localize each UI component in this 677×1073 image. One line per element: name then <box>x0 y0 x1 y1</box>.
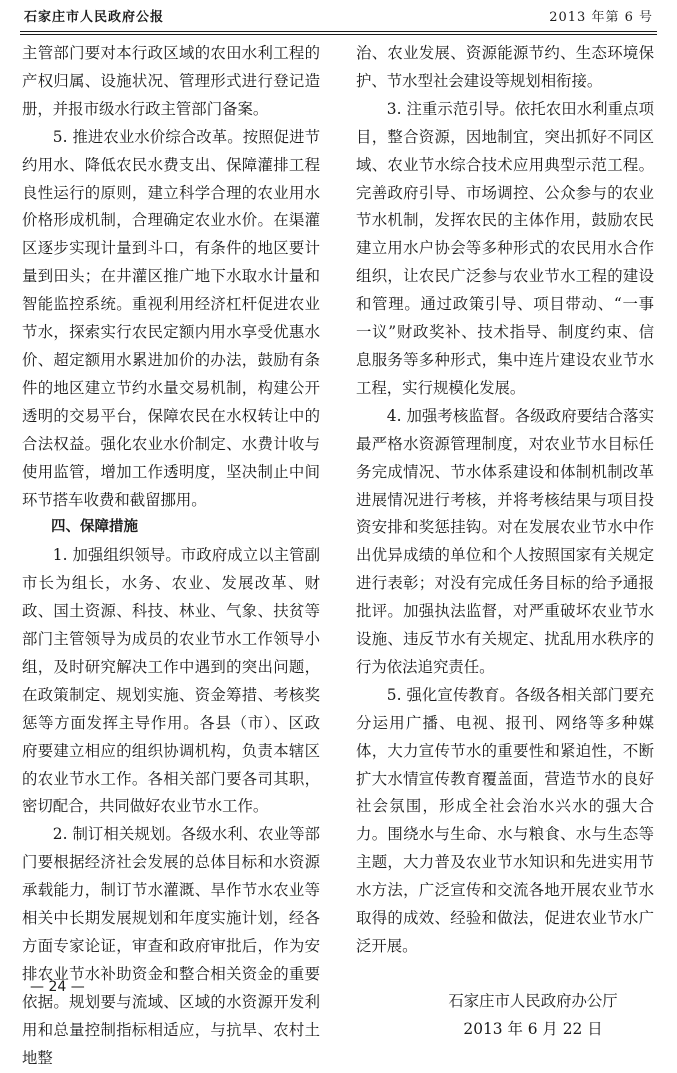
paragraph-assessment-supervision: 4. 加强考核监督。各级政府要结合落实最严格水资源管理制度，对农业节水目标任务完成情况、节水体系建设和体制机制改革进展情况进行考核，并将考核结果与项目投资安排和奖惩挂钩。对在发展农业节水中作出优异成绩的单位和个人按照国家有关规定进行表彰；对没有完成任务目标的给予通报批评。加强执法监督，对严重破坏农业节水设施、违反节水有关规定、扰乱用水秩序的行为依法追究责任。 <box>356 406 654 676</box>
page-number: — 24 — <box>30 979 85 995</box>
paragraph-continuation: 主管部门要对本行政区域的农田水利工程的产权归属、设施状况、管理形式进行登记造册，并报市级水行政主管部门备案。 <box>22 44 320 118</box>
signature-organization: 石家庄市人民政府办公厅 <box>448 991 618 1010</box>
paragraph-planning: 2. 制订相关规划。各级水利、农业等部门要根据经济社会发展的总体目标和水资源承载能力，制订节水灌溉、旱作节水农业等相关中长期发展规划和年度实施计划，经各方面专家论证，审查和政府审批后，作为安排农业节水补助资金和整合相关资金的重要依据。规划要与流域、区域的水资源开发利用和总量控制指标相适应，与抗旱、农村土地整 <box>22 825 320 1067</box>
left-column <box>22 40 320 1073</box>
signature-date: 2013 年 6 月 22 日 <box>463 1019 603 1038</box>
paragraph-organization-leadership: 1. 加强组织领导。市政府成立以主管副市长为组长，水务、农业、发展改革、财政、国土资源、科技、林业、气象、扶贫等部门主管领导为成员的农业节水工作领导小组，及时研究解决工作中遇到的突出问题，在政策制定、规划实施、资金筹措、考核奖惩等方面发挥主导作用。各县（市）、区政府要建立相应的组织协调机构，负责本辖区的农业节水工作。各相关部门要各司其职，密切配合，共同做好农业节水工作。 <box>22 546 320 816</box>
paragraph-demonstration: 3. 注重示范引导。依托农田水利重点项目，整合资源，因地制宜，突出抓好不同区域、农业节水综合技术应用典型示范工程。完善政府引导、市场调控、公众参与的农业节水机制，发挥农民的主体作用，鼓励农民建立用水户协会等多种形式的农民用水合作组织，让农民广泛参与农业节水工程的建设和管理。通过政策引导、项目带动、“一事一议”财政奖补、技术指导、制度约束、信息服务等多种形式，集中连片建设农业节水工程，实行规模化发展。 <box>356 99 654 397</box>
signature-block <box>356 987 654 1043</box>
right-column <box>356 40 654 1043</box>
paragraph-planning-continuation: 治、农业发展、资源能源节约、生态环境保护、节水型社会建设等规划相衔接。 <box>356 44 654 90</box>
paragraph-publicity-education: 5. 强化宣传教育。各级各相关部门要充分运用广播、电视、报刊、网络等多种媒体，大力宣传节水的重要性和紧迫性，不断扩大水情宣传教育覆盖面，营造节水的良好社会氛围，形成全社会治水兴水的强大合力。围绕水与生命、水与粮食、水与生态等主题，大力普及农业节水知识和先进实用节水方法，广泛宣传和交流各地开展农业节水取得的成效、经验和做法，促进农业节水广泛开展。 <box>356 685 654 955</box>
page-header <box>20 6 657 30</box>
issue-number: 2013 年第 6 号 <box>549 10 653 25</box>
publication-title: 石家庄市人民政府公报 <box>24 10 165 25</box>
header-rule-bottom <box>20 34 657 35</box>
paragraph-water-price-reform: 5. 推进农业水价综合改革。按照促进节约用水、降低农民水费支出、保障灌排工程良性运行的原则，建立科学合理的农业用水价格形成机制，合理确定农业水价。在渠灌区逐步实现计量到斗口，有条件的地区要计量到田头；在井灌区推广地下水取水计量和智能监控系统。重视利用经济杠杆促进农业节水，探索实行农民定额内用水享受优惠水价、超定额用水累进加价的办法，鼓励有条件的地区建立节约水量交易机制，构建公开透明的交易平台，保障农民在水权转让中的合法权益。强化农业水价制定、水费计收与使用监管，增加工作透明度，坚决制止中间环节搭车收费和截留挪用。 <box>22 127 320 509</box>
section-heading-safeguards: 四、保障措施 <box>51 519 138 536</box>
header-rule-top <box>20 31 657 32</box>
